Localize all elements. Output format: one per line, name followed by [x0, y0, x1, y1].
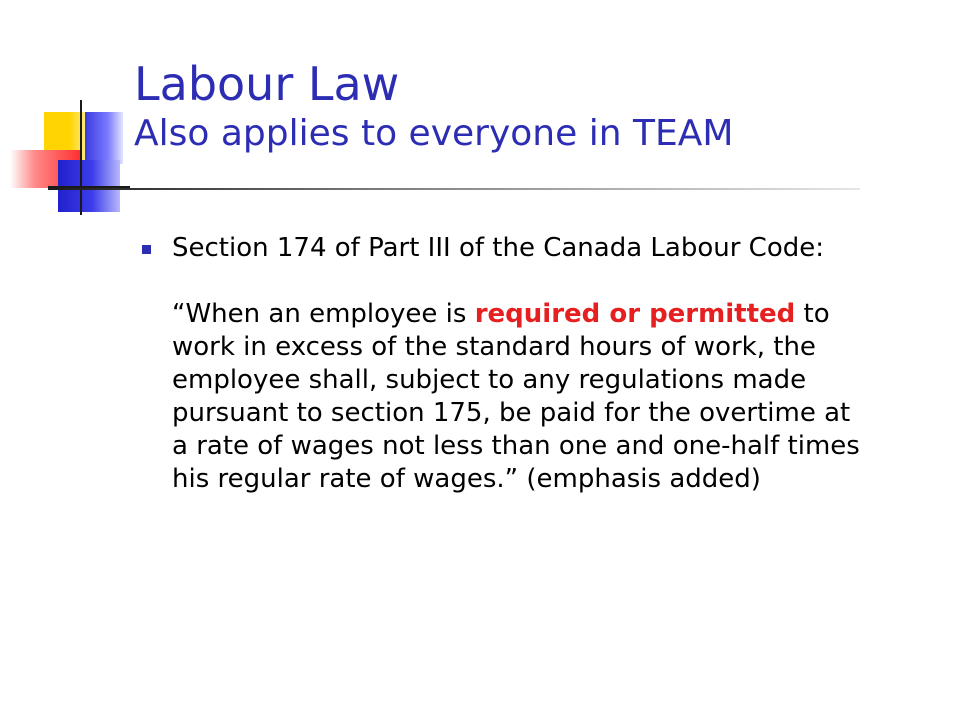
quote-emphasis: required or permitted — [474, 299, 796, 329]
title-subtitle: Also applies to everyone in TEAM — [134, 113, 734, 154]
colored-squares-logo-icon — [0, 0, 140, 230]
title-rule — [48, 188, 860, 190]
bullet-intro: Section 174 of Part III of the Canada Labour Code: — [172, 233, 824, 263]
blue-top-square — [85, 112, 123, 164]
title-main: Labour Law — [134, 57, 400, 111]
slide-title — [134, 56, 894, 156]
quote-open: “When an employee is — [172, 299, 475, 329]
quote-rest: to work in excess of the standard hours of work, the employee shall, subject to any regulations made pursuant to section 175, be paid for the overtime at a rate of wages not less than one and one-half times his regular rate of wages.” (emphasis added) — [172, 299, 860, 494]
quote-text — [172, 298, 872, 496]
bullet-content — [142, 232, 872, 496]
square-bullet-icon — [142, 245, 151, 254]
logo-vertical-line — [80, 100, 82, 215]
